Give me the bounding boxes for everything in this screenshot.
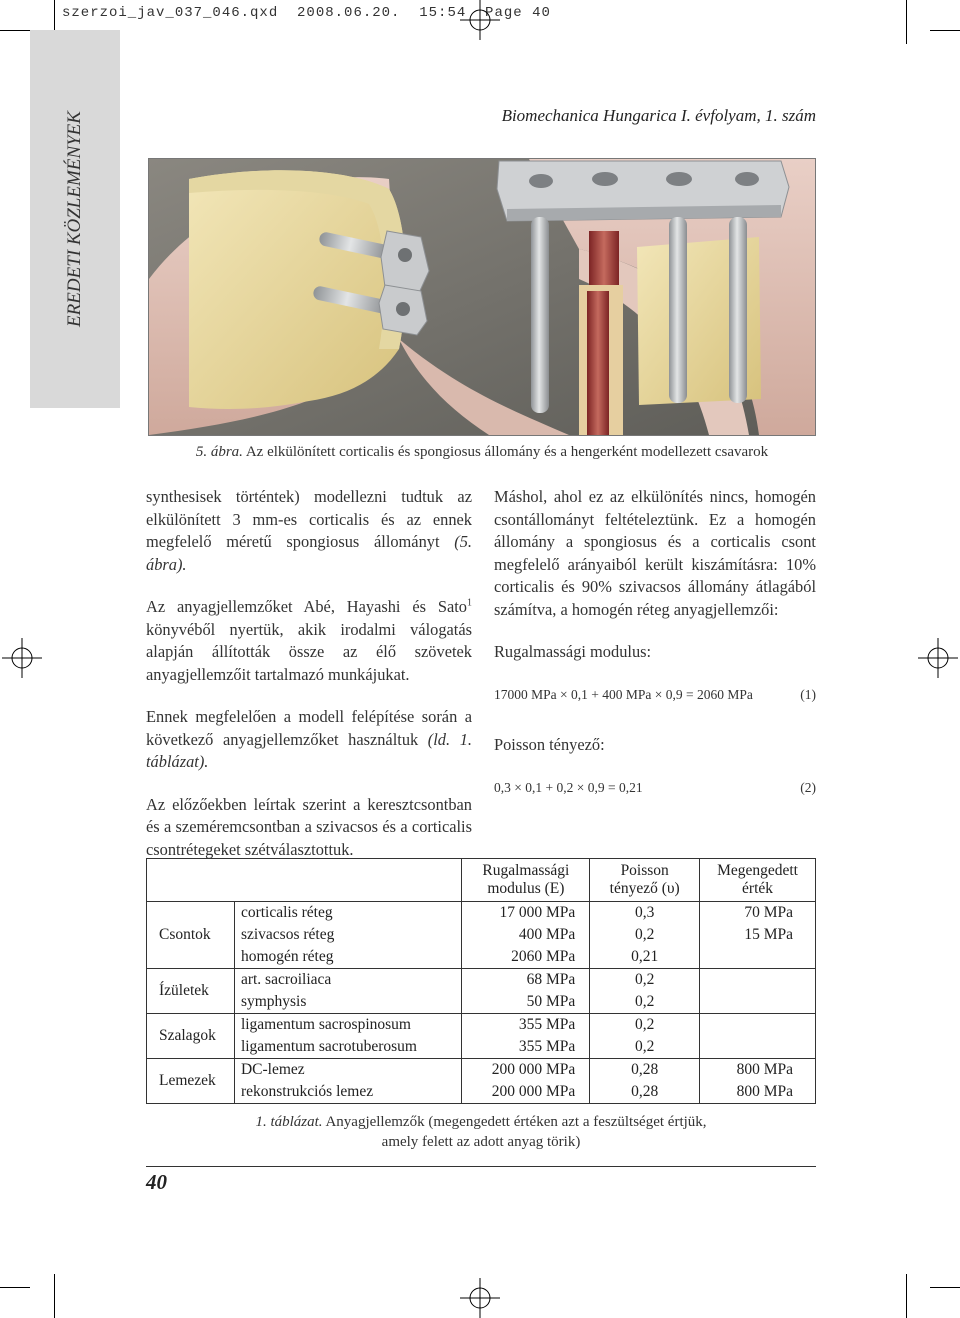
material-name: szivacsos réteg <box>234 924 461 946</box>
table-body <box>147 902 816 1104</box>
column-header: Rugalmassági modulus (E) <box>462 859 590 902</box>
allowed-stress <box>700 946 816 969</box>
footer-rule <box>146 1166 816 1167</box>
poisson-ratio: 0,2 <box>590 991 700 1014</box>
paragraph-text: könyvéből nyertük, akik irodalmi válogatás alapján állították össze az élő szövetek anyagjellemzőit tartalmazó munkájukat. <box>146 619 472 684</box>
bone-screw-illustration <box>149 159 815 435</box>
figure-caption <box>148 444 816 461</box>
section-side-tab <box>30 30 120 408</box>
body-right-column <box>494 486 816 819</box>
row-group-label: Csontok <box>147 902 235 969</box>
section-label: EREDETI KÖZLEMÉNYEK <box>64 111 85 327</box>
citation-superscript: 1 <box>467 597 472 609</box>
equation-body: 0,3 × 0,1 + 0,2 × 0,9 = 0,21 <box>494 779 643 795</box>
allowed-stress <box>700 1036 816 1059</box>
poisson-ratio: 0,2 <box>590 924 700 946</box>
page-number: 40 <box>146 1170 167 1194</box>
poisson-ratio: 0,28 <box>590 1081 700 1104</box>
poisson-ratio: 0,28 <box>590 1059 700 1082</box>
material-name: homogén réteg <box>234 946 461 969</box>
material-name: ligamentum sacrospinosum <box>234 1014 461 1037</box>
material-name: rekonstrukciós lemez <box>234 1081 461 1104</box>
table-reference: (ld. 1. táblázat). <box>146 729 472 771</box>
column-header: Megengedett érték <box>700 859 816 902</box>
material-name: art. sacroiliaca <box>234 969 461 992</box>
body-left-column <box>146 486 472 881</box>
elastic-modulus: 50 MPa <box>462 991 590 1014</box>
allowed-stress: 15 MPa <box>700 924 816 946</box>
material-name: DC-lemez <box>234 1059 461 1082</box>
paragraph-text: Az anyagjellemzőket Abé, Hayashi és Sato <box>146 597 467 616</box>
allowed-stress: 800 MPa <box>700 1059 816 1082</box>
table-row <box>147 1059 816 1082</box>
allowed-stress <box>700 969 816 992</box>
journal-header: Biomechanica Hungarica I. évfolyam, 1. szám <box>501 106 816 125</box>
table-row <box>147 1014 816 1037</box>
row-group-label: Lemezek <box>147 1059 235 1104</box>
figure-caption-label: 5. ábra. <box>195 444 243 460</box>
material-name: ligamentum sacrotuberosum <box>234 1036 461 1059</box>
material-properties-table <box>146 858 816 1104</box>
paragraph-text: synthesisek történtek) modellezni tudtuk az elkülönített 3 mm-es corticalis és az ennek megfelelő méretű spongiosus állományt <box>146 487 472 551</box>
registration-mark <box>460 1278 500 1318</box>
equation-label: Poisson tényező: <box>494 735 605 754</box>
equation-number: (2) <box>800 779 816 795</box>
crop-mark <box>54 1274 55 1318</box>
equation-1 <box>494 684 816 707</box>
table-row <box>147 1036 816 1059</box>
allowed-stress: 800 MPa <box>700 1081 816 1104</box>
figure-caption-text: Az elkülönített corticalis és spongiosus állomány és a hengerként modellezett csavarok <box>242 444 769 460</box>
elastic-modulus: 355 MPa <box>462 1036 590 1059</box>
table-caption-text: amely felett az adott anyag törik) <box>381 1134 581 1150</box>
paragraph <box>146 596 472 686</box>
crop-mark <box>0 30 30 31</box>
allowed-stress <box>700 1014 816 1037</box>
table-corner <box>147 859 462 902</box>
table-caption-text: Anyagjellemzők (megengedett értéken azt a feszültséget értjük, <box>322 1114 707 1130</box>
poisson-ratio: 0,3 <box>590 902 700 925</box>
paragraph-text: Ennek megfelelően a modell felépítése során a következő anyagjellemzőket használtuk <box>146 707 472 749</box>
elastic-modulus: 200 000 MPa <box>462 1081 590 1104</box>
crop-mark <box>930 1287 960 1288</box>
equation-number: (1) <box>800 686 816 702</box>
crop-mark <box>930 30 960 31</box>
table-caption <box>146 1112 816 1152</box>
table-row <box>147 969 816 992</box>
table-caption-label: 1. táblázat. <box>255 1114 323 1130</box>
material-name: corticalis réteg <box>234 902 461 925</box>
paragraph: Máshol, ahol ez az elkülönítés nincs, homogén csontállományt feltételeztünk. Ez a homogén állomány a spongiosus és a corticalis csont megfelelő arányaiból került kiszámításra: 10% corticalis és 90% szivacsos állomány átlagából számítva, a homogén réteg anyagjellemzői: <box>494 487 816 619</box>
crop-mark <box>0 1287 30 1288</box>
column-header: Poisson tényező (υ) <box>590 859 700 902</box>
allowed-stress <box>700 991 816 1014</box>
figure-5 <box>148 158 816 436</box>
registration-mark <box>918 638 958 678</box>
table-row <box>147 991 816 1014</box>
allowed-stress: 70 MPa <box>700 902 816 925</box>
paragraph <box>146 486 472 576</box>
poisson-ratio: 0,2 <box>590 1014 700 1037</box>
equation-2 <box>494 777 816 800</box>
paragraph <box>146 706 472 774</box>
table-row <box>147 902 816 925</box>
printer-slug: szerzoi_jav_037_046.qxd 2008.06.20. 15:54 Page 40 <box>62 5 551 21</box>
registration-mark <box>460 0 500 40</box>
poisson-ratio: 0,21 <box>590 946 700 969</box>
paragraph: Az előzőekben leírtak szerint a keresztcsontban és a szeméremcsontban a szivacsos és a corticalis csontrétegeket szétválasztottuk. <box>146 794 472 859</box>
crop-mark <box>906 0 907 44</box>
row-group-label: Szalagok <box>147 1014 235 1059</box>
material-name: symphysis <box>234 991 461 1014</box>
poisson-ratio: 0,2 <box>590 969 700 992</box>
elastic-modulus: 2060 MPa <box>462 946 590 969</box>
table-row <box>147 946 816 969</box>
elastic-modulus: 355 MPa <box>462 1014 590 1037</box>
registration-mark <box>2 638 42 678</box>
elastic-modulus: 200 000 MPa <box>462 1059 590 1082</box>
table-header-row <box>147 859 816 902</box>
table-row <box>147 1081 816 1104</box>
elastic-modulus: 68 MPa <box>462 969 590 992</box>
elastic-modulus: 400 MPa <box>462 924 590 946</box>
equation-label: Rugalmassági modulus: <box>494 642 652 661</box>
table-row <box>147 924 816 946</box>
crop-mark <box>906 1274 907 1318</box>
poisson-ratio: 0,2 <box>590 1036 700 1059</box>
row-group-label: Ízületek <box>147 969 235 1014</box>
equation-body: 17000 MPa × 0,1 + 400 MPa × 0,9 = 2060 MPa <box>494 686 753 702</box>
figure-reference: (5. ábra). <box>146 532 472 574</box>
elastic-modulus: 17 000 MPa <box>462 902 590 925</box>
